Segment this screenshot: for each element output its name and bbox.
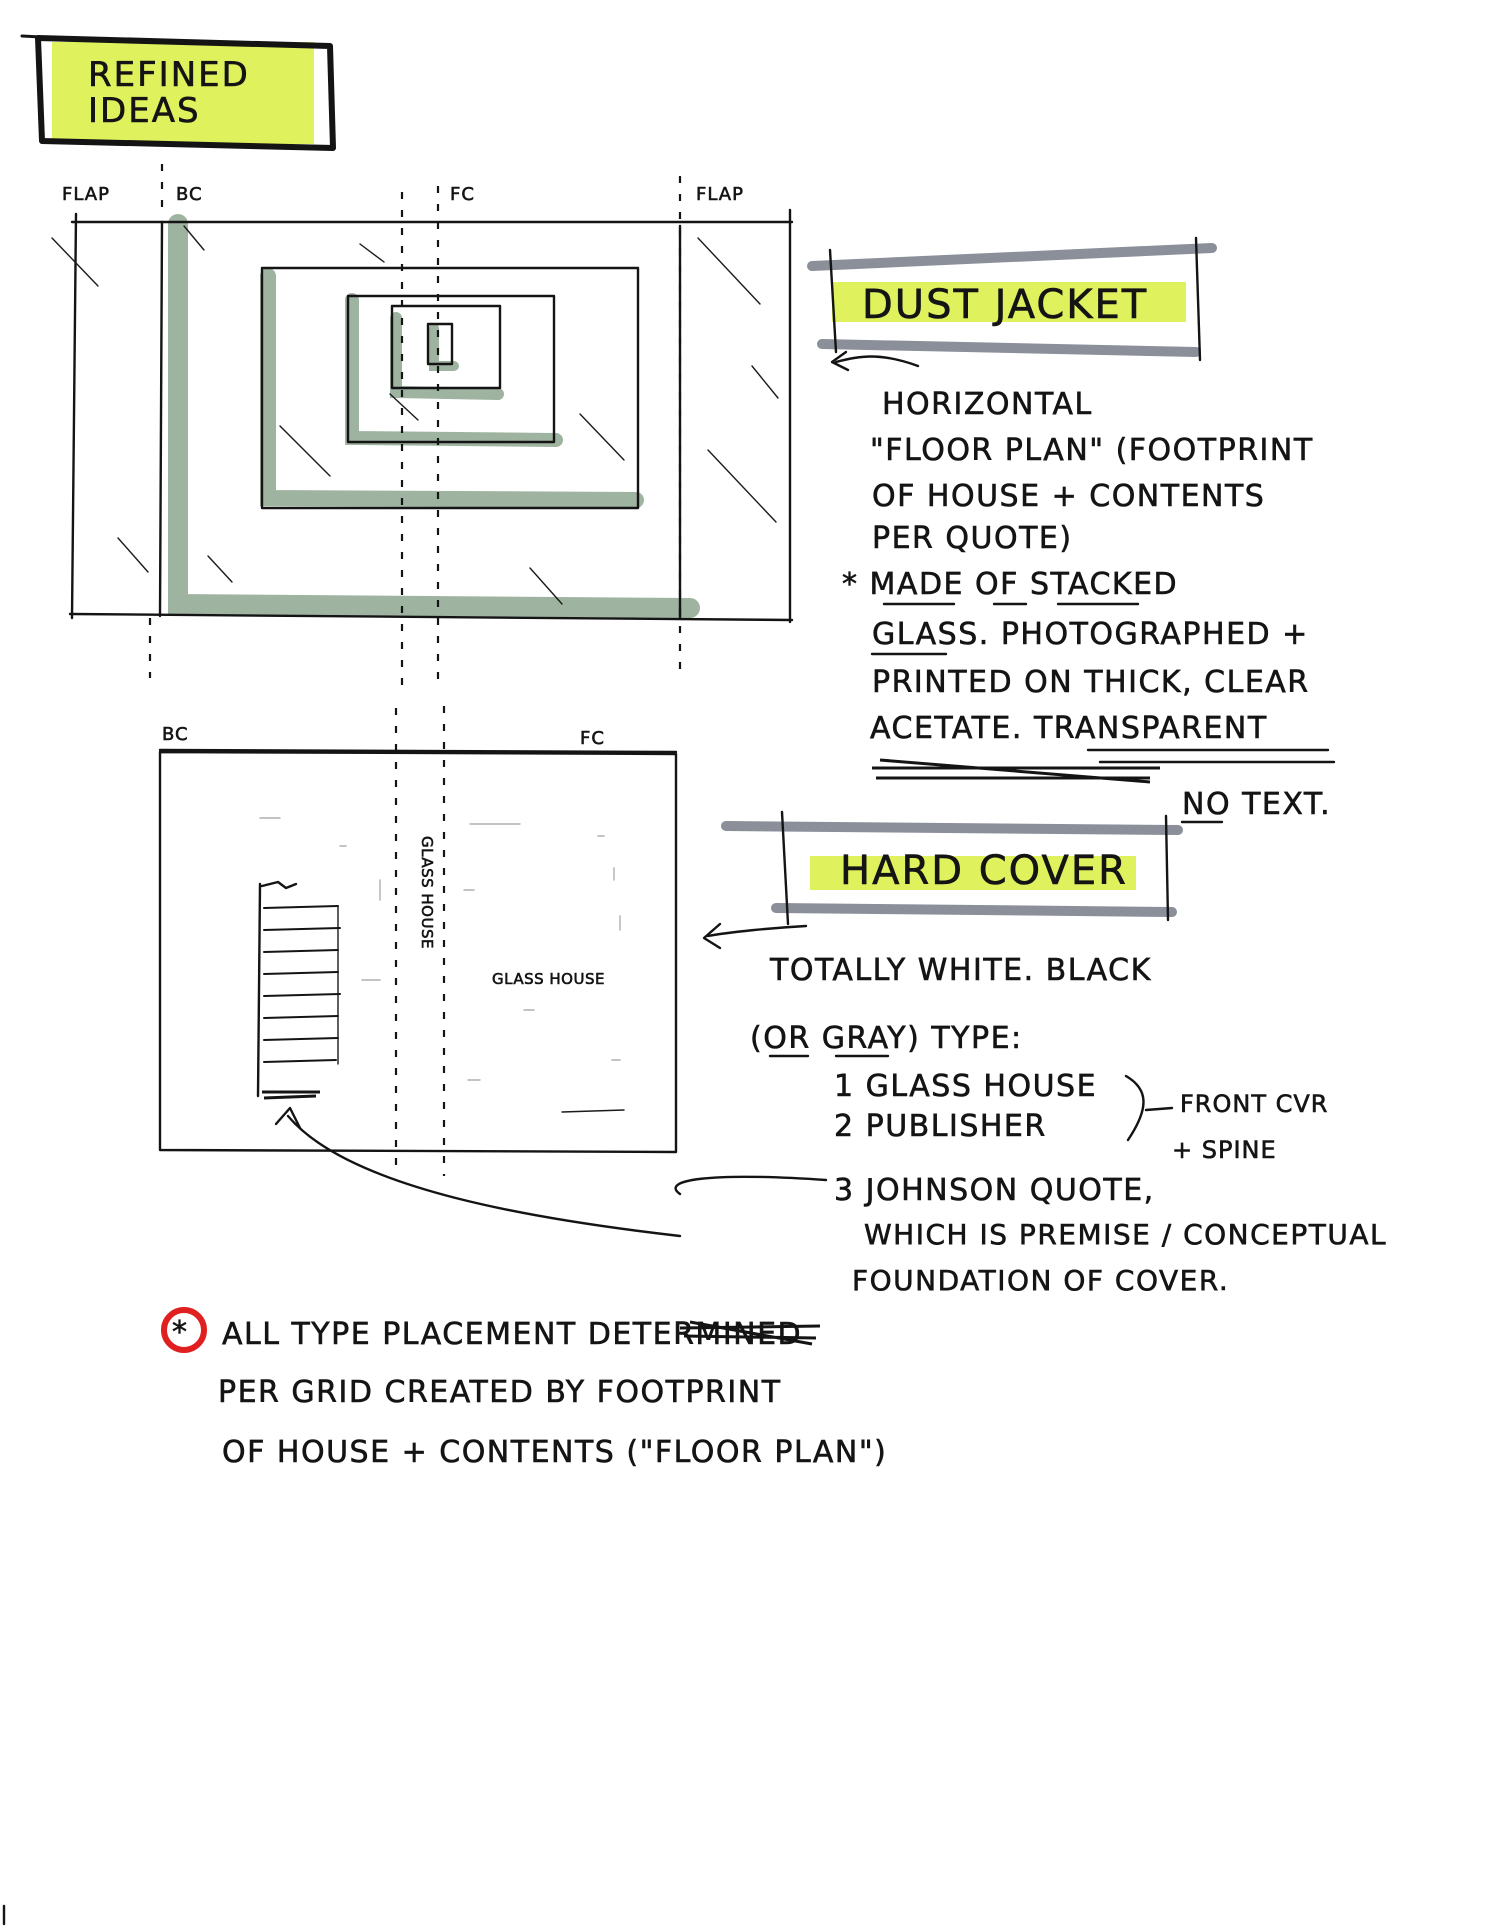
hard-cover-group-label-2: + SPINE xyxy=(1172,1136,1277,1164)
dust-jacket-line-7: PRINTED ON THICK, CLEAR xyxy=(872,665,1310,700)
hard-cover-list-1: 1 GLASS HOUSE xyxy=(834,1069,1098,1104)
hard-cover-line-2: (OR GRAY) TYPE: xyxy=(750,1021,1023,1056)
quote-block-top xyxy=(262,882,296,888)
hard-cover-banner-bottom xyxy=(776,908,1172,912)
hard-cover-arrow xyxy=(708,926,806,936)
footer-line-2: PER GRID CREATED BY FOOTPRINT xyxy=(218,1375,782,1410)
hard-cover-notes xyxy=(676,812,1388,1297)
dust-jacket-arrow xyxy=(836,357,918,367)
dust-jacket-line-9: NO TEXT. xyxy=(1182,787,1332,822)
dust-jacket-line-5: * MADE OF STACKED xyxy=(842,567,1179,602)
dust-jacket-notes xyxy=(812,238,1334,822)
hard-cover-outline xyxy=(160,752,676,1152)
label-flap-left: FLAP xyxy=(62,184,110,205)
footer-note xyxy=(164,1310,887,1470)
label-front-cover: FC xyxy=(450,184,475,205)
footer-line-3: OF HOUSE + CONTENTS ("FLOOR PLAN") xyxy=(222,1435,888,1470)
quote-text-lines xyxy=(264,906,340,1062)
dust-jacket-line-2: "FLOOR PLAN" (FOOTPRINT xyxy=(870,433,1314,468)
hard-cover-group-label-1: FRONT CVR xyxy=(1180,1090,1329,1118)
hard-cover-list-bracket-tick xyxy=(1146,1108,1172,1110)
footer-marker: * xyxy=(172,1315,189,1350)
label-hard-front-cover: FC xyxy=(580,728,605,749)
dust-jacket-banner-bottom xyxy=(822,344,1196,352)
hard-cover-banner-top xyxy=(726,826,1178,830)
hard-cover-heading: HARD COVER xyxy=(840,848,1128,894)
label-flap-right: FLAP xyxy=(696,184,744,205)
johnson-quote-block xyxy=(258,882,340,1098)
jacket-left-edge xyxy=(72,214,76,618)
hard-cover-item3-line-3: FOUNDATION OF COVER. xyxy=(852,1264,1230,1297)
header-frame-tick xyxy=(22,36,60,38)
label-hard-back-cover: BC xyxy=(162,724,189,745)
footer-line-1: ALL TYPE PLACEMENT DETERMINED xyxy=(222,1317,803,1352)
quote-attribution-line xyxy=(262,1092,320,1098)
jacket-fold-left xyxy=(160,222,162,616)
quote-block-left xyxy=(258,884,260,1096)
header-line-2: IDEAS xyxy=(88,91,201,131)
dust-jacket-line-8: ACETATE. TRANSPARENT xyxy=(870,711,1268,746)
label-back-cover: BC xyxy=(176,184,203,205)
dust-jacket-line-6: GLASS. PHOTOGRAPHED + xyxy=(872,617,1309,652)
hard-cover-connector xyxy=(676,1177,826,1194)
dust-jacket-line-3: OF HOUSE + CONTENTS xyxy=(872,479,1266,514)
arrow-to-quote-block xyxy=(288,1116,680,1236)
front-publisher-mark xyxy=(562,1110,624,1112)
hard-cover-list-2: 2 PUBLISHER xyxy=(834,1109,1047,1144)
glass-shadow-outer xyxy=(178,224,690,608)
hard-cover-list-bracket xyxy=(1126,1076,1144,1140)
dust-jacket-banner-top xyxy=(812,248,1212,266)
hard-cover-line-1: TOTALLY WHITE. BLACK xyxy=(770,953,1152,988)
hard-cover-item3-line-2: WHICH IS PREMISE / CONCEPTUAL xyxy=(864,1218,1388,1251)
glass-shadow-core xyxy=(396,318,498,394)
dust-jacket-banner-right xyxy=(1196,238,1200,360)
refined-ideas-label xyxy=(22,36,333,148)
faint-grid-marks xyxy=(260,818,620,1080)
dust-jacket-scratched-text xyxy=(872,760,1160,782)
front-title-text: GLASS HOUSE xyxy=(492,970,605,988)
plan-rect-inner xyxy=(392,306,500,388)
header-line-1: REFINED xyxy=(88,55,250,95)
dust-jacket-heading: DUST JACKET xyxy=(862,282,1149,328)
hard-cover-sketch xyxy=(160,706,680,1236)
dust-jacket-sketch xyxy=(52,164,792,690)
dust-jacket-line-1: HORIZONTAL xyxy=(882,387,1093,422)
spine-title-text: GLASS HOUSE xyxy=(418,836,436,949)
dust-jacket-line-4: PER QUOTE) xyxy=(872,521,1073,556)
hard-cover-item3-line-1: 3 JOHNSON QUOTE, xyxy=(834,1173,1155,1208)
